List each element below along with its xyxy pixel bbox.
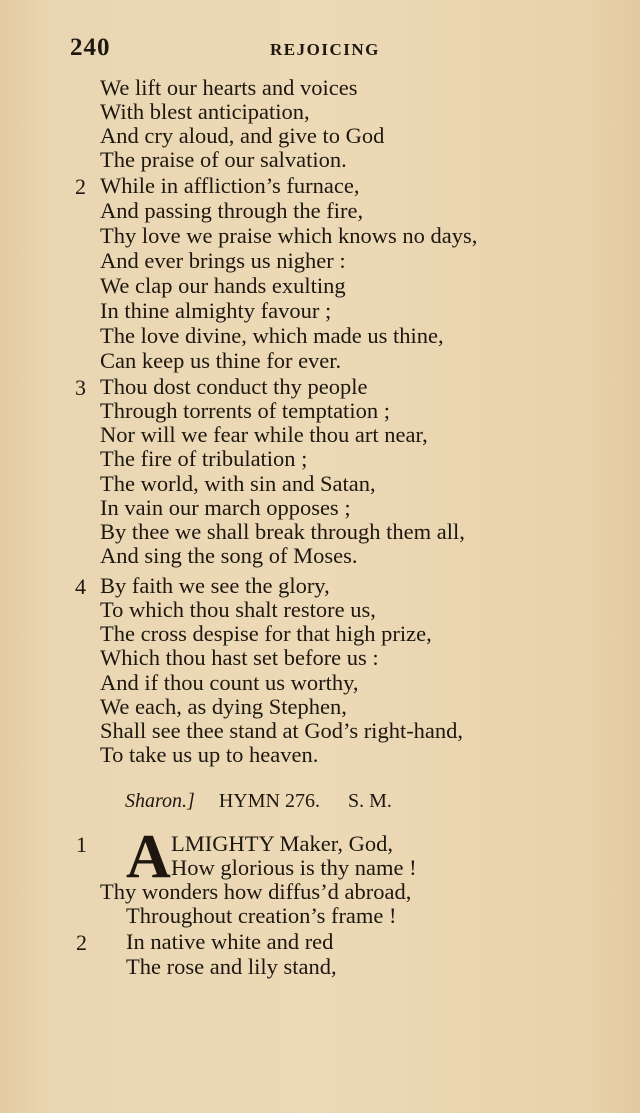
hymn-tune: Sharon.] — [125, 790, 195, 812]
verse-line: We each, as dying Stephen, — [100, 694, 347, 719]
verse-line: Throughout creation’s frame ! — [126, 903, 397, 928]
verse-line: While in affliction’s furnace, — [100, 173, 360, 198]
verse-line: And ever brings us nigher : — [100, 248, 346, 273]
verse-line: And sing the song of Moses. — [100, 543, 358, 568]
stanza-number: 4 — [75, 574, 86, 599]
verse-line: Thy love we praise which knows no days, — [100, 223, 478, 248]
verse-line: Thou dost conduct thy people — [100, 374, 368, 399]
verse-line: The rose and lily stand, — [126, 954, 337, 979]
verse-line: The fire of tribulation ; — [100, 446, 308, 471]
verse-line: Through torrents of temptation ; — [100, 398, 390, 423]
verse-line: Can keep us thine for ever. — [100, 348, 342, 373]
verse-line: Which thou hast set before us : — [100, 645, 379, 670]
verse-line: The love divine, which made us thine, — [100, 323, 444, 348]
verse-line: The cross despise for that high prize, — [100, 621, 432, 646]
verse-line: By thee we shall break through them all, — [100, 519, 465, 544]
verse-line: And if thou count us worthy, — [100, 670, 359, 695]
verse-line: We clap our hands exulting — [100, 273, 346, 298]
drop-cap: A — [126, 823, 171, 891]
stanza-number: 2 — [75, 174, 86, 199]
verse-line: Nor will we fear while thou art near, — [100, 422, 428, 447]
verse-line: Thy wonders how diffus’d abroad, — [100, 879, 412, 904]
stanza-number: 1 — [76, 832, 87, 857]
verse-line: Shall see thee stand at God’s right-hand, — [100, 718, 464, 743]
stanza-number: 2 — [76, 930, 87, 955]
verse-line: We lift our hearts and voices — [100, 75, 358, 100]
verse-line: And passing through the fire, — [100, 198, 364, 223]
page-header — [70, 34, 590, 66]
verse-line: In thine almighty favour ; — [100, 298, 332, 323]
verse-line: By faith we see the glory, — [100, 573, 330, 598]
hymn-meter: S. M. — [347, 790, 392, 812]
verse-line: How glorious is thy name ! — [171, 855, 417, 880]
verse-line: In vain our march opposes ; — [100, 495, 351, 520]
verse-line: To take us up to heaven. — [100, 742, 319, 767]
verse-line: LMIGHTY Maker, God, — [171, 831, 393, 856]
verse-line: With blest anticipation, — [100, 99, 310, 124]
verse-line: The praise of our salvation. — [100, 147, 347, 172]
hymn-title: HYMN 276. — [218, 790, 320, 812]
stanza-number: 3 — [75, 375, 86, 400]
verse-line: To which thou shalt restore us, — [100, 597, 376, 622]
running-head: REJOICING — [270, 40, 380, 59]
hymn-heading — [125, 790, 392, 813]
page-number: 240 — [70, 34, 111, 61]
verse-line: The world, with sin and Satan, — [100, 471, 376, 496]
verse-line: And cry aloud, and give to God — [100, 123, 385, 148]
verse-line: In native white and red — [126, 929, 334, 954]
